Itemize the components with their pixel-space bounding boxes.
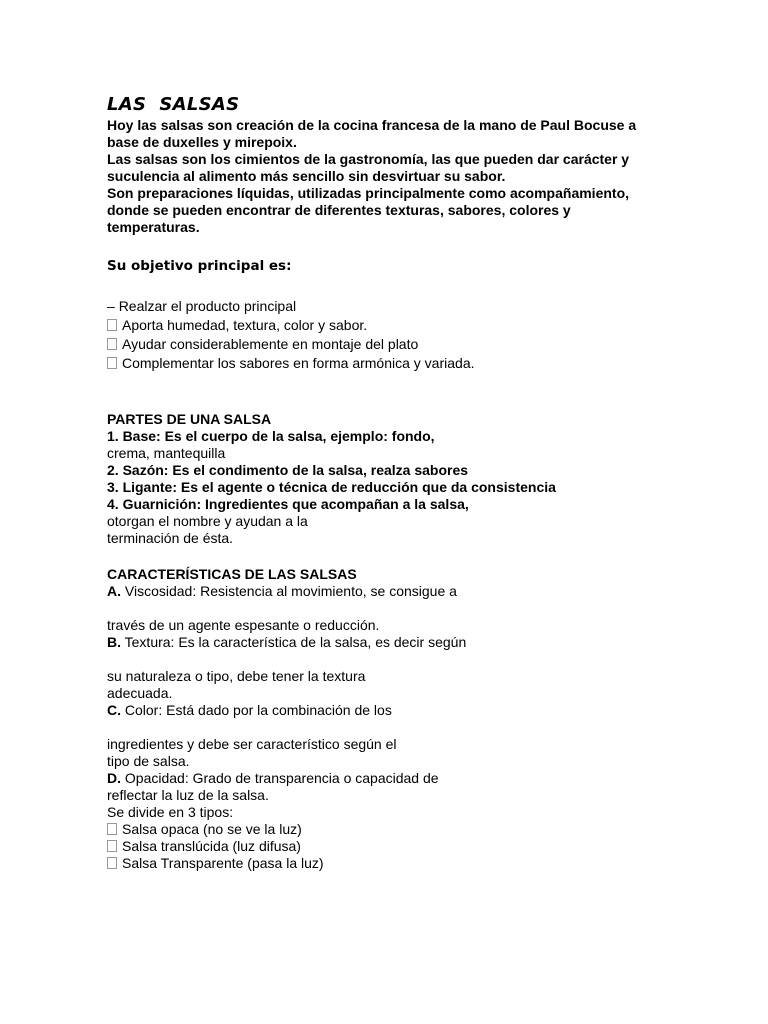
objective-list [107, 297, 667, 373]
parte-guarnicion-detail: otorgan el nombre y ayudan a la [107, 513, 308, 529]
caracteristicas-section [107, 566, 687, 872]
list-item: Aporta humedad, textura, color y sabor. [107, 316, 667, 335]
char-c: C. Color: Está dado por la combinación de los [107, 702, 392, 718]
intro-paragraph: Hoy las salsas son creación de la cocina francesa de la mano de Paul Bocuse a base de duxelles y mirepoix. [107, 117, 637, 150]
objective-heading: Su objetivo principal es: [107, 258, 292, 274]
parte-guarnicion: 4. Guarnición: Ingredientes que acompañan a la salsa, [107, 496, 469, 512]
char-d: D. Opacidad: Grado de transparencia o capacidad de [107, 770, 439, 786]
char-c-detail: tipo de salsa. [107, 753, 190, 769]
dash-bullet: – [107, 298, 115, 314]
char-a-detail: través de un agente espesante o reducción. [107, 617, 380, 633]
parte-ligante: 3. Ligante: Es el agente o técnica de reducción que da consistencia [107, 479, 556, 495]
char-b-detail: adecuada. [107, 685, 173, 701]
parte-guarnicion-detail: terminación de ésta. [107, 530, 234, 546]
caracteristicas-heading: CARACTERÍSTICAS DE LAS SALSAS [107, 566, 357, 582]
document-title: LAS SALSAS [107, 94, 240, 115]
char-d-detail: reflectar la luz de la salsa. [107, 787, 269, 803]
intro-section [107, 117, 667, 236]
list-item: Ayudar considerablemente en montaje del plato [107, 335, 667, 354]
char-b: B. Textura: Es la característica de la salsa, es decir según [107, 634, 467, 650]
intro-paragraph: Las salsas son los cimientos de la gastronomía, las que pueden dar carácter y suculencia al alimento más sencillo sin desvirtuar su sabor. [107, 151, 630, 184]
list-item: Salsa translúcida (luz difusa) [107, 838, 687, 855]
partes-heading: PARTES DE UNA SALSA [107, 411, 272, 427]
checkbox-bullet-icon [107, 840, 117, 852]
checkbox-bullet-icon [107, 357, 117, 369]
list-item: Complementar los sabores en forma armónica y variada. [107, 354, 667, 373]
char-b-detail: su naturaleza o tipo, debe tener la textura [107, 668, 366, 684]
list-item: Salsa Transparente (pasa la luz) [107, 855, 687, 872]
char-d-detail: Se divide en 3 tipos: [107, 804, 234, 820]
intro-paragraph: Son preparaciones líquidas, utilizadas principalmente como acompañamiento, donde se pueden encontrar de diferentes texturas, sabores, colores y temperaturas. [107, 185, 630, 235]
parte-base-detail: crema, mantequilla [107, 445, 226, 461]
checkbox-bullet-icon [107, 857, 117, 869]
list-item: Salsa opaca (no se ve la luz) [107, 821, 687, 838]
checkbox-bullet-icon [107, 823, 117, 835]
checkbox-bullet-icon [107, 338, 117, 350]
parte-base: 1. Base: Es el cuerpo de la salsa, ejemplo: fondo, [107, 428, 435, 444]
char-a: A. Viscosidad: Resistencia al movimiento, se consigue a [107, 583, 457, 599]
list-item: – Realzar el producto principal [107, 298, 297, 314]
partes-section [107, 411, 687, 547]
parte-sazon: 2. Sazón: Es el condimento de la salsa, realza sabores [107, 462, 469, 478]
char-c-detail: ingredientes y debe ser característico según el [107, 736, 397, 752]
checkbox-bullet-icon [107, 319, 117, 331]
